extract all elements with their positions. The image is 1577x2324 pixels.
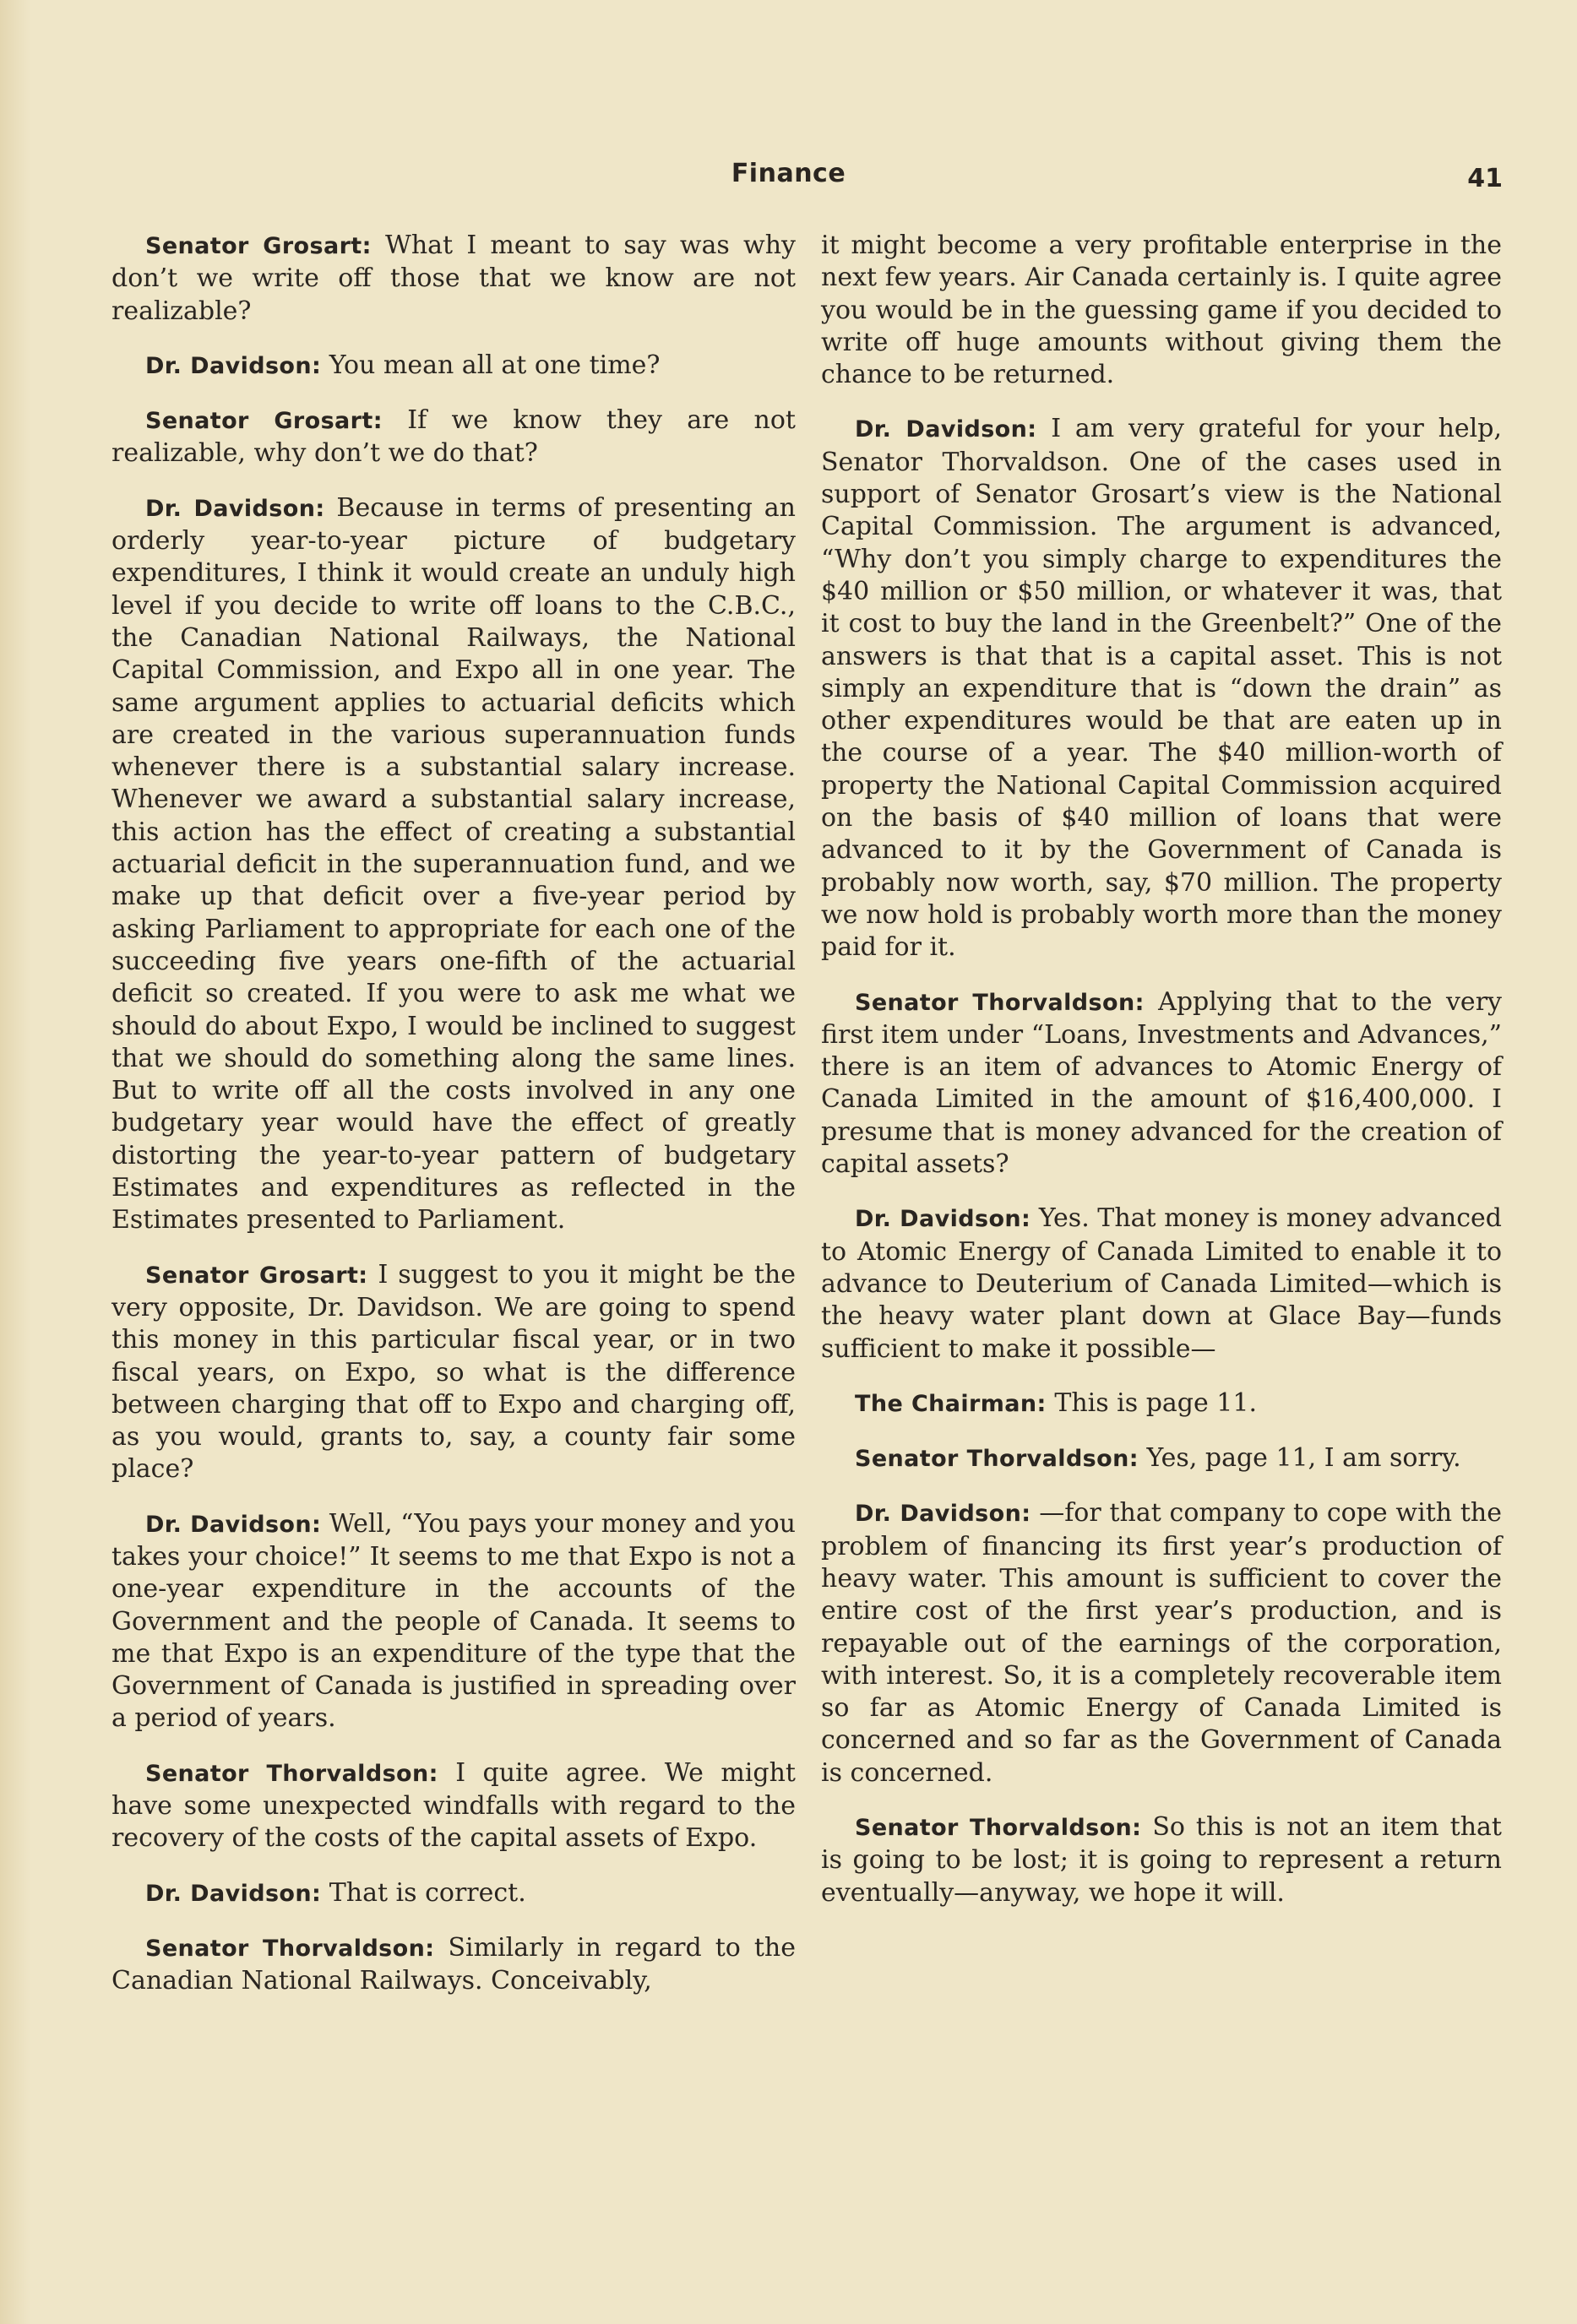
speaker-name: Senator Grosart: [145,233,372,259]
paragraph [821,986,1502,1181]
page-header [0,159,1577,201]
speaker-name: Senator Thorvaldson: [855,1446,1139,1473]
paragraph [821,1203,1502,1365]
speaker-name: Senator Grosart: [145,408,383,435]
speech-text: So this is not an item that is going to be lost; it is going to represent a return eventually—anyway, we hope it will. [821,1812,1502,1908]
speech-text: You mean all at one time? [329,350,661,380]
speech-text: Yes. That money is money advanced to Atomic Energy of Canada Limited to enable it to advance to Deuterium of Canada Limited—which is the heavy water plant down at Glace Bay—funds sufficient to make it possible— [821,1203,1502,1364]
paragraph [111,1757,796,1855]
speech-text: Yes, page 11, I am sorry. [1146,1443,1461,1474]
paragraph [111,1508,796,1735]
speech-text: it might become a very profitable enterprise in the next few years. Air Canada certainly is. I quite agree you would be in the guessing game if you decided to write off huge amounts without giving them the chance to be returned. [821,231,1502,390]
speech-text: Well, “You pays your money and you takes your choice!” It seems to me that Expo is not a one-year expenditure in the accounts of the Government and the people of Canada. It seems to me that Expo is an expenditure of the type that the Government of Canada is justified in spreading over a period of years. [111,1508,796,1734]
speaker-name: Senator Grosart: [145,1262,368,1289]
speaker-name: Senator Thorvaldson: [145,1760,438,1787]
speech-text: I suggest to you it might be the very opposite, Dr. Davidson. We are going to spend this money in this particular fiscal year, or in two fiscal years, on Expo, so what is the difference between charging that off to Expo and charging off, as you would, grants to, say, a county fair some place? [111,1259,796,1485]
paragraph [111,1259,796,1486]
speech-text: —for that company to cope with the problem of financing its first year’s production of heavy water. This amount is sufficient to cover the entire cost of the first year’s production, and is repayable out of the earnings of the corporation, with interest. So, it is a completely recoverable item so far as Atomic Energy of Canada Limited is concerned and so far as the Government of Canada is concerned. [821,1498,1502,1788]
page-binding-shadow [0,0,30,2324]
speaker-name: Dr. Davidson: [855,1501,1031,1528]
speaker-name: Senator Thorvaldson: [145,1935,435,1962]
paragraph [821,1811,1502,1909]
speaker-name: Dr. Davidson: [145,1880,322,1907]
speaker-name: The Chairman: [855,1390,1047,1417]
paragraph [111,492,796,1237]
speaker-name: Dr. Davidson: [145,495,325,522]
speech-text: This is page 11. [1054,1387,1257,1418]
speaker-name: Senator Thorvaldson: [855,989,1145,1016]
speech-text: That is correct. [329,1877,526,1908]
paragraph [111,1877,796,1910]
speech-text: Similarly in regard to the Canadian National Railways. Conceivably, [111,1932,796,1996]
paragraph [821,1442,1502,1475]
speech-text: If we know they are not realizable, why don’t we do that? [111,405,796,469]
paragraph [111,1932,796,1998]
speech-text: I am very grateful for your help, Senator Thorvaldson. One of the cases used in support of Senator Grosart’s view is the National Capital Commission. The argument is advanced, “Why don’t you simply charge to expenditures the $40 million or $50 million, or whatever it was, that it cost to buy the land in the Greenbelt?” One of the answers is that that is a capital asset. This is not simply an expenditure that is “down the drain” as other expenditures would be that are eaten up in the course of a year. The $40 million-worth of property the National Capital Commission acquired on the basis of $40 million of loans that were advanced to it by the Government of Canada is probably now worth, say, $70 million. The property we now hold is probably worth more than the money paid for it. [821,414,1502,963]
speaker-name: Senator Thorvaldson: [855,1815,1142,1842]
paragraph [821,1387,1502,1420]
speaker-name: Dr. Davidson: [145,1511,322,1538]
page-number: 41 [1467,164,1503,193]
paragraph [821,413,1502,964]
right-column [821,230,1502,1931]
speaker-name: Dr. Davidson: [855,1206,1031,1233]
running-title: Finance [731,159,846,188]
speaker-name: Dr. Davidson: [145,352,322,379]
paragraph [111,350,796,383]
paragraph [111,230,796,328]
speech-text: Applying that to the very first item under “Loans, Investments and Advances,” there is an item of advances to Atomic Energy of Canada Limited in the amount of $16,400,000. I presume that is money advanced for the creation of capital assets? [821,986,1502,1180]
speech-text: I quite agree. We might have some unexpected windfalls with regard to the recovery of the costs of the capital assets of Expo. [111,1757,796,1854]
left-column [111,230,796,2020]
paragraph [111,405,796,470]
speech-text: What I meant to say was why don’t we write off those that we know are not realizable? [111,231,796,326]
speech-text: Because in terms of presenting an orderly year-to-year picture of budgetary expenditures, I think it would create an unduly high level if you decide to write off loans to the C.B.C., the Canadian National Railways, the National Capital Commission, and Expo all in one year. The same argument applies to actuarial deficits which are created in the various superannuation funds whenever there is a substantial salary increase. Whenever we award a substantial salary increase, this action has the effect of creating a substantial actuarial deficit in the superannuation fund, and we make up that deficit over a five-year period by asking Parliament to appropriate for each one of the succeeding five years one-fifth of the actuarial deficit so created. If you were to ask me what we should do about Expo, I would be inclined to suggest that we should do something along the same lines. But to write off all the costs involved in any one budgetary year would have the effect of greatly distorting the year-to-year pattern of budgetary Estimates and expenditures as reflected in the Estimates presented to Parliament. [111,492,796,1235]
paragraph [821,1497,1502,1789]
speaker-name: Dr. Davidson: [855,416,1037,443]
paragraph-continuation [821,230,1502,391]
